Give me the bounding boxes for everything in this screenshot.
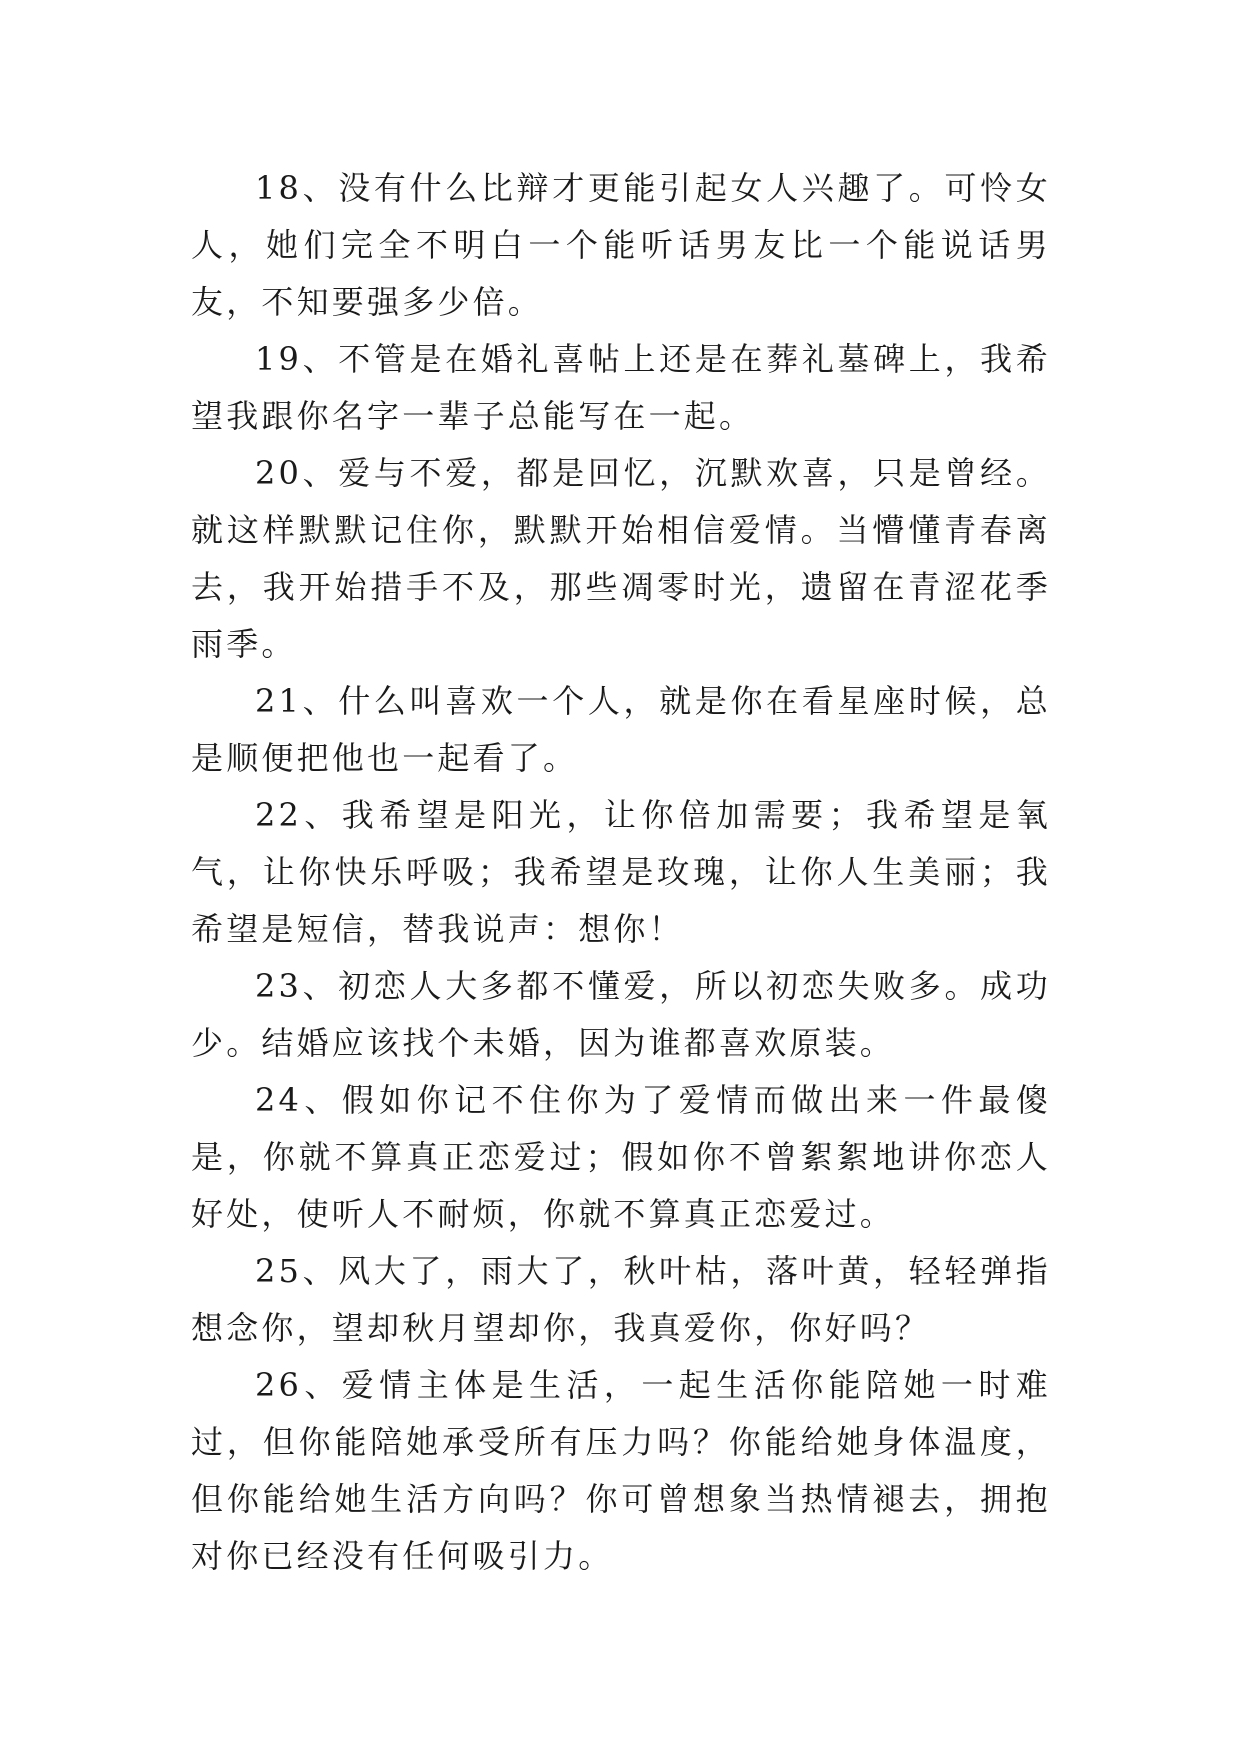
document-body xyxy=(191,160,1051,1585)
paragraph-23: 23、初恋人大多都不懂爱，所以初恋失败多。成功少。结婚应该找个未婚，因为谁都喜欢原装。 xyxy=(191,967,1051,1062)
paragraph-18: 18、没有什么比辩才更能引起女人兴趣了。可怜女人，她们完全不明白一个能听话男友比一个能说话男友，不知要强多少倍。 xyxy=(191,169,1051,321)
paragraph-20: 20、爱与不爱，都是回忆，沉默欢喜，只是曾经。就这样默默记住你，默默开始相信爱情。当懵懂青春离去，我开始措手不及，那些凋零时光，遗留在青涩花季雨季。 xyxy=(191,454,1051,663)
paragraph-19: 19、不管是在婚礼喜帖上还是在葬礼墓碑上，我希望我跟你名字一辈子总能写在一起。 xyxy=(191,340,1051,435)
paragraph-24: 24、假如你记不住你为了爱情而做出来一件最傻是，你就不算真正恋爱过；假如你不曾絮絮地讲你恋人好处，使听人不耐烦，你就不算真正恋爱过。 xyxy=(191,1081,1051,1233)
paragraph-25: 25、风大了，雨大了，秋叶枯，落叶黄，轻轻弹指想念你，望却秋月望却你，我真爱你，你好吗？ xyxy=(191,1252,1051,1347)
paragraph-21: 21、什么叫喜欢一个人，就是你在看星座时候，总是顺便把他也一起看了。 xyxy=(191,682,1051,777)
paragraph-22: 22、我希望是阳光，让你倍加需要；我希望是氧气，让你快乐呼吸；我希望是玫瑰，让你人生美丽；我希望是短信，替我说声：想你！ xyxy=(191,796,1051,948)
paragraph-26: 26、爱情主体是生活，一起生活你能陪她一时难过，但你能陪她承受所有压力吗？你能给她身体温度，但你能给她生活方向吗？你可曾想象当热情褪去，拥抱对你已经没有任何吸引力。 xyxy=(191,1366,1051,1575)
